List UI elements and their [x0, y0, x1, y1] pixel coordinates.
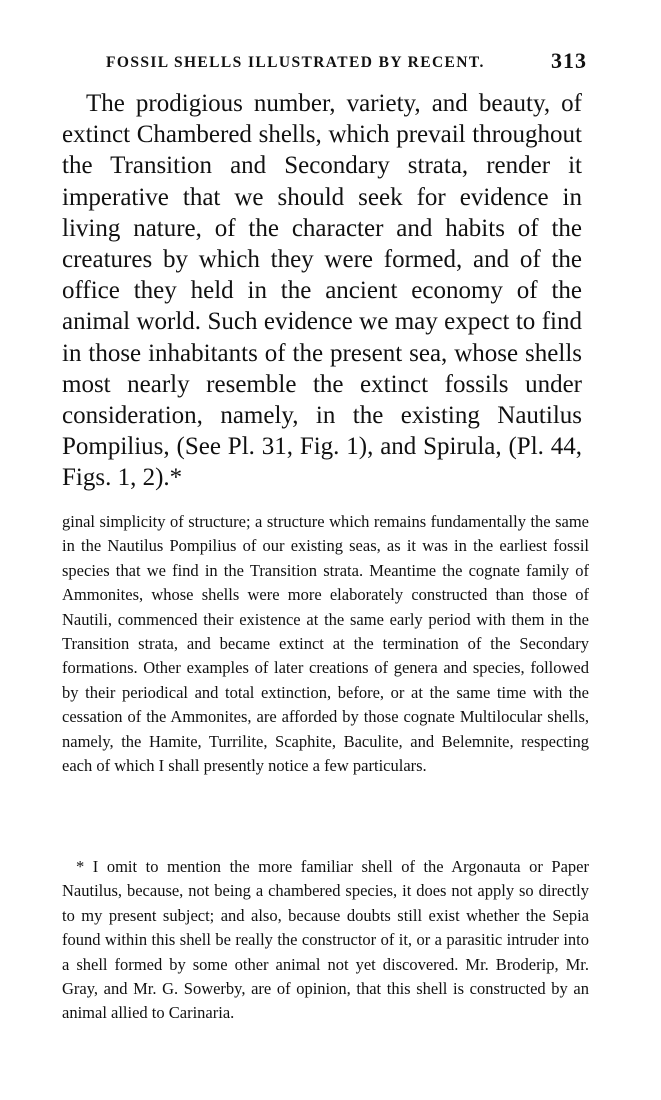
footnote: * I omit to mention the more familiar shell of the Argonauta or Paper Nautilus, because, not being a chambered species, it does not apply so directly to my present subject; and also, because doubts still exist whether the Sepia found within this shell be really the constructor of it, or a parasitic intruder into a shell formed by some other animal not yet discovered. Mr. Broderip, Mr. Gray, and Mr. G. Sowerby, are of opinion, that this shell is constructed by an animal allied to Carinaria.	[62, 857, 589, 1023]
running-head	[0, 46, 661, 76]
running-title: FOSSIL SHELLS ILLUSTRATED BY RECENT.	[106, 54, 485, 71]
continued-note: ginal simplicity of structure; a structure which remains fundamentally the same in the Nautilus Pompilius of our existing seas, as it was in the earliest fossil species that we find in the Transition strata. Meantime the cognate family of Ammonites, whose shells were more elaborately constructed than those of Nautili, commenced their existence at the same early period with them in the Transition strata, and became extinct at the termination of the Secondary formations. Other examples of later creations of genera and species, followed by their periodical and total extinction, before, or at the same time with the cessation of the Ammonites, are afforded by those cognate Multilocular shells, namely, the Hamite, Turrilite, Scaphite, Baculite, and Belemnite, respecting each of which I shall presently notice a few particulars.	[62, 512, 589, 776]
main-paragraph: The prodigious number, variety, and beauty, of extinct Chambered shells, which prevail throughout the Transition and Secondary strata, render it imperative that we should seek for evidence in living nature, of the character and habits of the creatures by which they were formed, and of the office they held in the ancient economy of the animal world. Such evidence we may expect to find in those inhabitants of the present sea, whose shells most nearly resemble the extinct fossils under consideration, namely, in the existing Nautilus Pompilius, (See Pl. 31, Fig. 1), and Spirula, (Pl. 44, Figs. 1, 2).*	[62, 90, 582, 492]
page-number: 313	[551, 48, 587, 73]
